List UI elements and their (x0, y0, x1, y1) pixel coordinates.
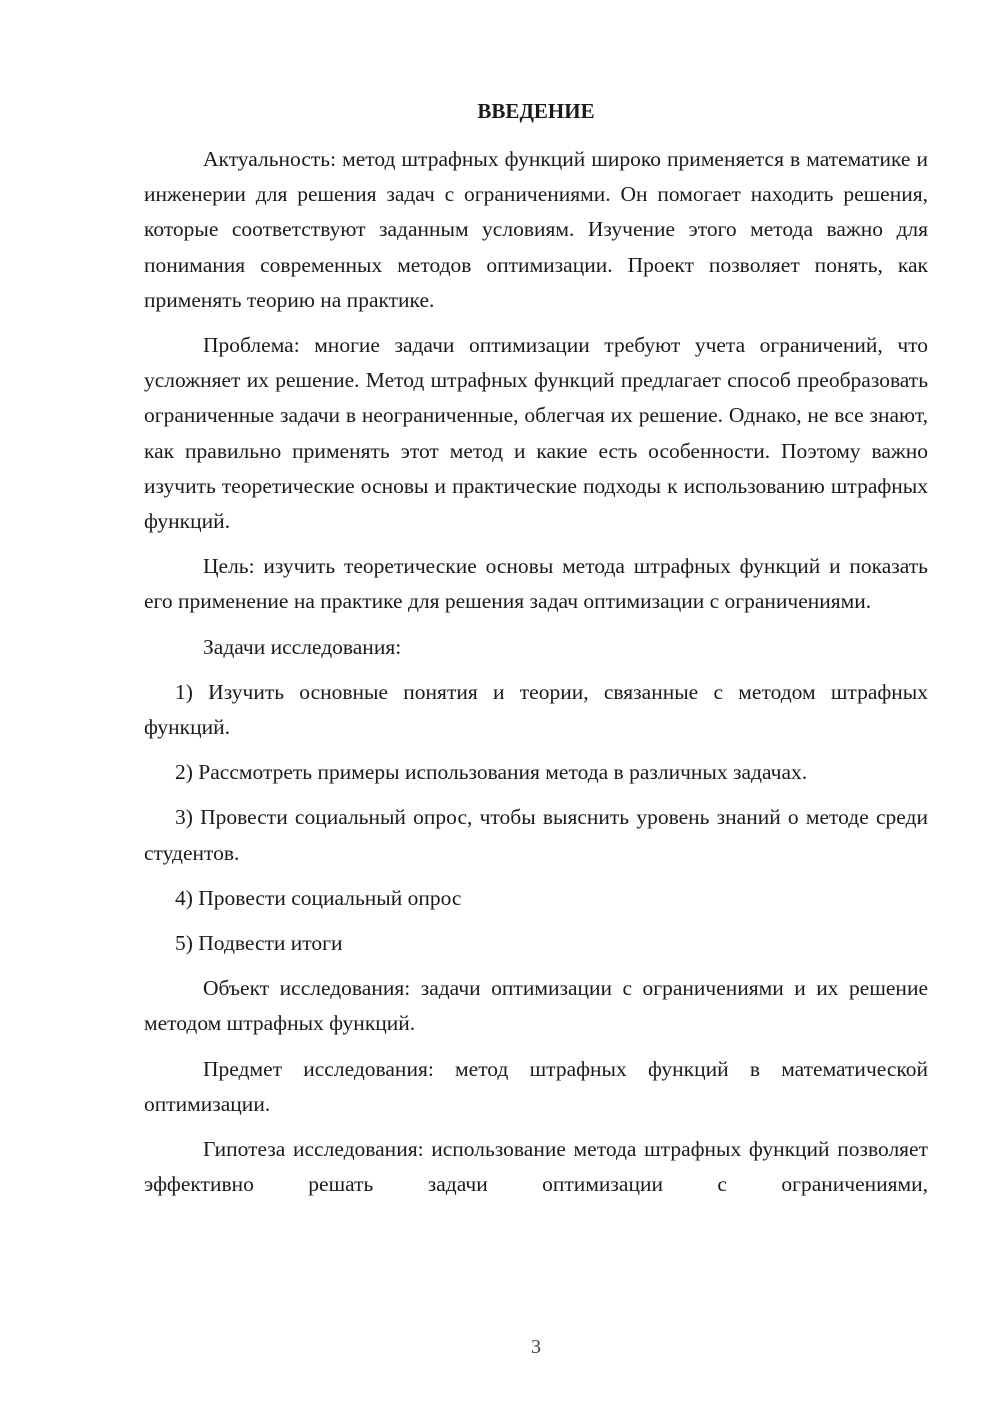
paragraph-object: Объект исследования: задачи оптимизации с ограничениями и их решение методом штрафных функций. (144, 976, 928, 1036)
paragraph-goal: Цель: изучить теоретические основы метода штрафных функций и показать его применение на практике для решения задач оптимизации с ограничениями. (144, 554, 928, 614)
page-title: ВВЕДЕНИЕ (477, 99, 595, 123)
tasks-heading: Задачи исследования: (203, 634, 402, 659)
task-item-1: 1) Изучить основные понятия и теории, связанные с методом штрафных функций. (144, 679, 928, 740)
task-item-4: 4) Провести социальный опрос (175, 885, 462, 910)
task-item-3: 3) Провести социальный опрос, чтобы выяснить уровень знаний о методе среди студентов. (144, 805, 928, 865)
page-number: 3 (531, 1336, 541, 1358)
paragraph-problem: Проблема: многие задачи оптимизации требуют учета ограничений, что усложняет их решение. Метод штрафных функций предлагает способ преобразовать ограниченные задачи в неограниченные, облегчая их решение. Однако, не все знают, как правильно применять этот метод и какие есть особенности. Поэтому важно изучить теоретические основы и практические подходы к использованию штрафных функций. (144, 333, 928, 534)
document-body (144, 142, 928, 1212)
task-item-2: 2) Рассмотреть примеры использования метода в различных задачах. (175, 760, 808, 785)
paragraph-subject: Предмет исследования: метод штрафных функций в математической оптимизации. (144, 1056, 928, 1116)
paragraph-hypothesis: Гипотеза исследования: использование метода штрафных функций позволяет эффективно решать задачи оптимизации с ограничениями, (144, 1137, 928, 1197)
paragraph-relevance: Актуальность: метод штрафных функций широко применяется в математике и инженерии для решения задач с ограничениями. Он помогает находить решения, которые соответствуют заданным условиям. Изучение этого метода важно для понимания современных методов оптимизации. Проект позволяет понять, как применять теорию на практике. (144, 147, 928, 312)
task-item-5: 5) Подвести итоги (175, 931, 343, 956)
